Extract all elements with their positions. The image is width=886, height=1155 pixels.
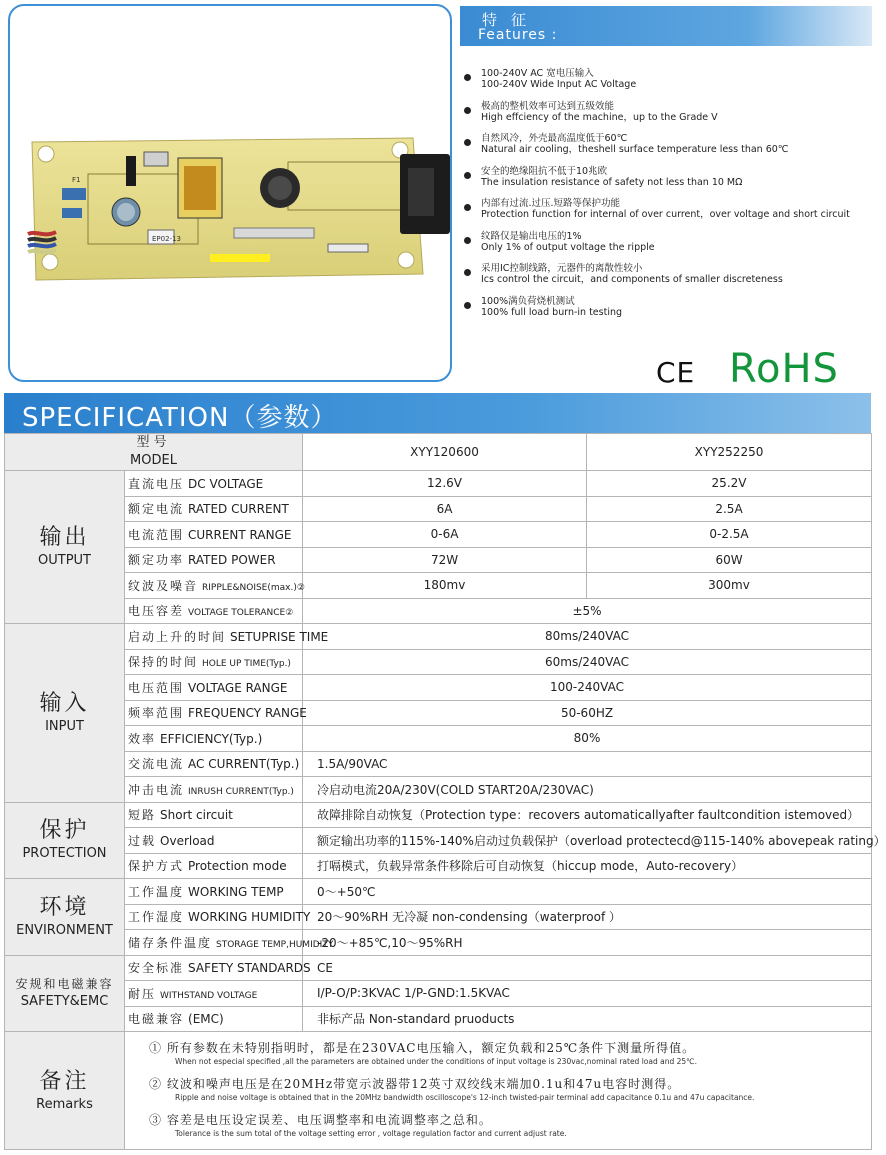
feature-en: The insulation resistance of safety not less than 10 MΩ — [481, 176, 743, 188]
table-row — [5, 904, 872, 930]
param-value: ±5% — [303, 598, 872, 624]
table-row — [5, 802, 872, 828]
param-label-cn: 过载 — [128, 833, 157, 848]
table-row — [5, 751, 872, 777]
table-row — [5, 547, 872, 573]
param-label-cn: 额定电流 — [128, 502, 185, 517]
param-value: 80ms/240VAC — [303, 624, 872, 650]
param-label — [125, 930, 334, 956]
param-label — [125, 471, 303, 497]
feature-en: Natural air cooling，theshell surface temperature less than 60℃ — [481, 144, 789, 155]
param-label-cn: 电压容差 — [128, 604, 185, 619]
feature-cn: 内部有过流.过压.短路等保护功能 — [481, 198, 621, 209]
param-label-cn: 纹波及噪音 — [128, 578, 199, 593]
param-value: 100-240VAC — [303, 675, 872, 701]
specification-table — [4, 433, 886, 1150]
param-label-cn: 保持的时间 — [128, 655, 199, 670]
param-label-en: SETUPRISE TIME — [230, 629, 329, 644]
feature-item — [462, 231, 872, 264]
ce-mark: CE — [656, 356, 696, 389]
group-label — [5, 1032, 125, 1150]
table-row — [5, 777, 872, 803]
param-label-en: RIPPLE&NOISE(max.)② — [202, 582, 305, 593]
bullet-icon — [464, 74, 471, 81]
model-a: XYY120600 — [303, 434, 587, 471]
feature-cn: 100%满负荷烧机测试 — [481, 295, 575, 307]
features-header — [460, 6, 872, 46]
pcb-label-text: EP02-13 — [152, 235, 181, 243]
param-value: 额定输出功率的115%-140%启动过负载保护（overload protectecd@115-140% abovepeak rating） — [303, 828, 872, 854]
remark-number: ① — [149, 1040, 163, 1055]
feature-item — [462, 296, 872, 329]
model-header — [5, 434, 303, 471]
table-row — [5, 649, 872, 675]
feature-cn: 极高的整机效率可达到五级效能 — [481, 100, 615, 112]
bullet-icon — [464, 172, 471, 179]
table-row — [5, 598, 872, 624]
param-label-cn: 电磁兼容 — [128, 1012, 185, 1027]
param-value: 0-2.5A — [587, 522, 872, 548]
feature-cn: 纹路仅是输出电压的1% — [481, 230, 582, 242]
table-row — [5, 955, 872, 981]
table-row — [5, 1006, 872, 1032]
table-row — [5, 726, 872, 752]
param-value: 0-6A — [303, 522, 587, 548]
group-label-cn: 安规和电磁兼容 — [15, 977, 114, 992]
remark-cn: 纹波和噪声电压是在20MHz带宽示波器带12英寸双绞线末端加0.1u和47u电容时测得。 — [166, 1076, 681, 1091]
feature-item — [462, 133, 872, 166]
table-row — [5, 981, 872, 1007]
param-label-en: AC CURRENT(Typ.) — [188, 757, 300, 772]
param-label-cn: 安全标准 — [128, 961, 185, 976]
param-label-en: VOLTAGE TOLERANCE② — [188, 608, 294, 619]
feature-cn: 100-240V AC 宽电压输入 — [481, 68, 594, 79]
param-value: 6A — [303, 496, 587, 522]
param-label — [125, 624, 329, 650]
remark-cn-line — [149, 1076, 871, 1092]
group-label — [5, 802, 125, 879]
model-label-cn: 型号 — [136, 435, 171, 450]
feature-item — [462, 101, 872, 134]
param-label-en: INRUSH CURRENT(Typ.) — [188, 786, 294, 797]
pcb-fuse-label: F1 — [72, 176, 81, 184]
group-label — [5, 471, 125, 624]
feature-en: 100-240V Wide Input AC Voltage — [481, 79, 637, 90]
table-row — [5, 624, 872, 650]
param-value: 80% — [303, 726, 872, 752]
param-label-en: WITHSTAND VOLTAGE — [160, 990, 258, 1001]
remark-cn-line — [149, 1112, 871, 1128]
group-label-en: INPUT — [45, 718, 84, 734]
remark-cn: 容差是电压设定误差、电压调整率和电流调整率之总和。 — [166, 1112, 492, 1127]
param-label — [125, 726, 303, 752]
feature-cn: 自然风冷，外壳最高温度低于60℃ — [481, 133, 628, 144]
param-label — [125, 981, 303, 1007]
param-label-cn: 保护方式 — [128, 859, 185, 874]
param-label-en: Short circuit — [160, 808, 233, 823]
param-label-en: STORAGE TEMP,HUMIDITY — [216, 939, 334, 950]
param-label-cn: 耐压 — [128, 986, 157, 1001]
param-label-cn: 频率范围 — [128, 706, 185, 721]
param-label-en: Overload — [160, 833, 215, 848]
param-value: 180mv — [303, 573, 587, 599]
remark-en: Tolerance is the sum total of the voltage setting error , voltage regulation factor and current adjust rate. — [175, 1128, 567, 1138]
param-value: 25.2V — [587, 471, 872, 497]
param-label-en: VOLTAGE RANGE — [188, 680, 288, 695]
bullet-icon — [464, 204, 471, 211]
param-label — [125, 522, 303, 548]
param-value: 300mv — [587, 573, 872, 599]
table-row — [5, 471, 872, 497]
param-value: 20～90%RH 无冷凝 non-condensing（waterproof ） — [303, 904, 872, 930]
param-label — [125, 675, 303, 701]
model-b: XYY252250 — [587, 434, 872, 471]
product-photo-frame — [8, 4, 452, 382]
feature-en: Ics control the circuit，and components of smaller discreteness — [481, 274, 783, 285]
param-label-en: WORKING HUMIDITY — [188, 910, 311, 925]
group-label-cn: 输入 — [39, 690, 90, 716]
param-label-en: RATED POWER — [188, 553, 276, 568]
remark-item — [149, 1038, 871, 1074]
bullet-icon — [464, 269, 471, 276]
param-value: 72W — [303, 547, 587, 573]
param-label-en: (EMC) — [188, 1012, 224, 1027]
model-row — [5, 434, 872, 471]
param-label — [125, 751, 303, 777]
pcb-board-image — [28, 134, 448, 284]
param-label-cn: 电压范围 — [128, 680, 185, 695]
param-value: CE — [303, 955, 872, 981]
group-label — [5, 955, 125, 1032]
param-label-cn: 直流电压 — [128, 476, 185, 491]
param-label — [125, 547, 303, 573]
param-label — [125, 496, 303, 522]
param-label-cn: 电流范围 — [128, 527, 185, 542]
group-label-en: PROTECTION — [22, 846, 107, 862]
model-label-en: MODEL — [130, 453, 177, 468]
group-label-en: ENVIRONMENT — [16, 922, 113, 938]
param-label-en: CURRENT RANGE — [188, 527, 292, 542]
param-label — [125, 649, 303, 675]
remark-en: When not especial specified ,all the parameters are obtained under the conditions of input voltage is 230vac,nominal rated load and 25℃. — [175, 1056, 697, 1066]
group-label-en: Remarks — [36, 1096, 93, 1112]
param-label-cn: 效率 — [128, 731, 157, 746]
remark-number: ② — [149, 1076, 163, 1091]
param-value: 非标产品 Non-standard pruoducts — [303, 1006, 872, 1032]
bullet-icon — [464, 107, 471, 114]
remark-cn-line — [149, 1040, 871, 1056]
param-label — [125, 700, 307, 726]
table-row — [5, 930, 872, 956]
param-label-en: HOLE UP TIME(Typ.) — [202, 659, 291, 670]
remarks-row — [5, 1032, 872, 1150]
param-label-cn: 工作温度 — [128, 884, 185, 899]
param-value: 故障排除自动恢复（Protection type：recovers automaticallyafter faultcondition istemoved） — [303, 802, 872, 828]
feature-item — [462, 198, 872, 231]
table-row — [5, 675, 872, 701]
param-value: 1.5A/90VAC — [303, 751, 872, 777]
remark-cn: 所有参数在未特别指明时，都是在230VAC电压输入，额定负载和25℃条件下测量所得值。 — [166, 1040, 696, 1055]
specification-header — [4, 393, 871, 433]
table-row — [5, 522, 872, 548]
table-row — [5, 573, 872, 599]
param-label-en: EFFICIENCY(Typ.) — [160, 731, 263, 746]
param-label-en: FREQUENCY RANGE — [188, 706, 307, 721]
param-label-cn: 工作湿度 — [128, 910, 185, 925]
param-value: 12.6V — [303, 471, 587, 497]
param-label — [125, 573, 303, 599]
param-label-cn: 冲击电流 — [128, 782, 185, 797]
feature-cn: 采用IC控制线路，元器件的离散性较小 — [481, 263, 643, 274]
param-label-en: WORKING TEMP — [188, 884, 284, 899]
group-label-cn: 保护 — [39, 818, 90, 844]
features-title-en: Features : — [478, 27, 558, 43]
param-value: 50-60HZ — [303, 700, 872, 726]
remarks-content — [125, 1032, 872, 1150]
param-label-cn: 额定功率 — [128, 553, 185, 568]
features-title-cn: 特征 — [482, 11, 541, 29]
param-label — [125, 904, 311, 930]
param-label — [125, 802, 303, 828]
param-label-en: Protection mode — [188, 859, 287, 874]
param-label-cn: 短路 — [128, 808, 157, 823]
feature-en: Only 1% of output voltage the ripple — [481, 241, 655, 253]
param-label-en: RATED CURRENT — [188, 502, 289, 517]
param-label-cn: 储存条件温度 — [128, 935, 213, 950]
param-label-cn: 启动上升的时间 — [128, 629, 227, 644]
table-row — [5, 879, 872, 905]
group-label-en: OUTPUT — [38, 553, 91, 568]
param-value: 冷启动电流20A/230V(COLD START20A/230VAC) — [303, 777, 872, 803]
table-row — [5, 853, 872, 879]
table-row — [5, 828, 872, 854]
feature-item — [462, 263, 872, 296]
specification-title: SPECIFICATION（参数） — [22, 403, 338, 433]
group-label-cn: 备注 — [39, 1068, 90, 1094]
feature-item — [462, 166, 872, 199]
feature-cn: 安全的绝缘阻抗不低于10兆欧 — [481, 165, 608, 177]
param-value: -20～+85℃,10～95%RH — [303, 930, 872, 956]
feature-en: 100% full load burn-in testing — [481, 306, 623, 318]
feature-en: Protection function for internal of over current，over voltage and short circuit — [481, 209, 850, 220]
param-value: I/P-O/P:3KVAC 1/P-GND:1.5KVAC — [303, 981, 872, 1007]
group-label-en: SAFETY&EMC — [20, 994, 109, 1010]
rohs-mark: RoHS — [729, 346, 839, 392]
param-label — [125, 853, 303, 879]
table-row — [5, 700, 872, 726]
remark-item — [149, 1074, 871, 1110]
group-label-cn: 输出 — [39, 525, 90, 550]
bullet-icon — [464, 237, 471, 244]
bullet-icon — [464, 139, 471, 146]
param-value: 0～+50℃ — [303, 879, 872, 905]
param-label-cn: 交流电流 — [128, 757, 185, 772]
param-label-en: SAFETY STANDARDS — [188, 961, 311, 976]
bullet-icon — [464, 302, 471, 309]
param-label — [125, 777, 303, 803]
remark-item — [149, 1110, 871, 1146]
group-label — [5, 624, 125, 803]
features-list — [462, 68, 872, 328]
param-value: 60ms/240VAC — [303, 649, 872, 675]
group-label — [5, 879, 125, 956]
remark-number: ③ — [149, 1112, 163, 1127]
feature-en: High effciency of the machine，up to the Grade V — [481, 111, 718, 123]
param-label — [125, 879, 303, 905]
param-label — [125, 598, 303, 624]
param-label — [125, 1006, 303, 1032]
param-label-en: DC VOLTAGE — [188, 476, 264, 491]
param-value: 2.5A — [587, 496, 872, 522]
param-value: 打嗝模式，负载异常条件移除后可自动恢复（hiccup mode，Auto-recovery） — [303, 853, 872, 879]
group-label-cn: 环境 — [39, 894, 90, 920]
param-label — [125, 955, 311, 981]
param-value: 60W — [587, 547, 872, 573]
param-label — [125, 828, 303, 854]
feature-item — [462, 68, 872, 101]
table-row — [5, 496, 872, 522]
remark-en: Ripple and noise voltage is obtained that in the 20MHz bandwidth oscilloscope's 12-inch twisted-pair terminal add capacitance 0.1u and 47u capacitance. — [175, 1092, 755, 1102]
